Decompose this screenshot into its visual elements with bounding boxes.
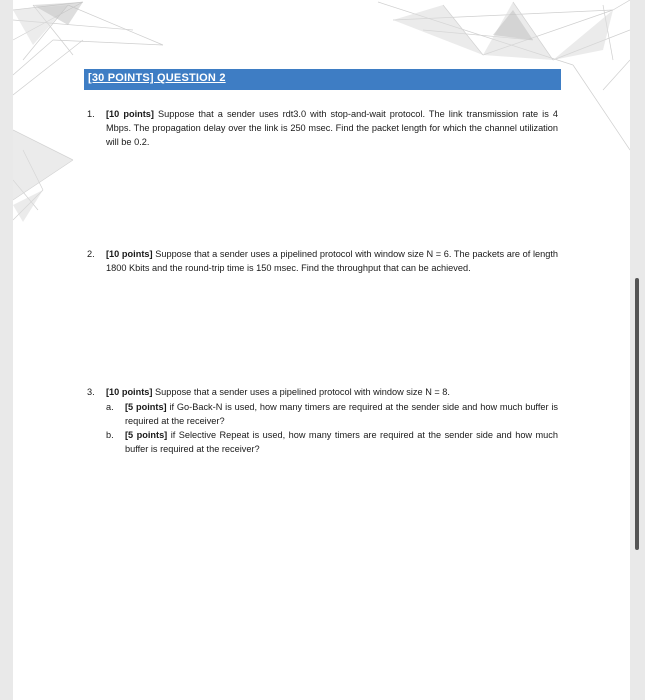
question-3-part-a bbox=[106, 400, 558, 430]
question-body bbox=[106, 247, 558, 275]
part-body bbox=[125, 428, 558, 456]
question-body bbox=[106, 107, 558, 149]
question-text: Suppose that a sender uses a pipelined protocol with window size N = 8. bbox=[155, 387, 450, 397]
question-number: 3. bbox=[87, 387, 95, 397]
question-points: [10 points] bbox=[106, 387, 153, 397]
vertical-scrollbar[interactable] bbox=[635, 278, 639, 550]
document-page bbox=[13, 0, 630, 700]
question-points: [10 points] bbox=[106, 109, 154, 119]
part-letter: b. bbox=[106, 430, 114, 440]
section-title: [30 POINTS] QUESTION 2 bbox=[88, 72, 226, 84]
question-text: Suppose that a sender uses a pipelined protocol with window size N = 6. The packets are of length 1800 Kbits and the round-trip time is 150 msec. Find the throughput that can be achieved. bbox=[106, 249, 558, 273]
question-1 bbox=[87, 107, 558, 151]
section-header-banner bbox=[84, 69, 561, 90]
part-body bbox=[125, 400, 558, 428]
question-number: 2. bbox=[87, 249, 95, 259]
question-2 bbox=[87, 247, 558, 291]
part-letter: a. bbox=[106, 402, 114, 412]
part-text: if Selective Repeat is used, how many timers are required at the sender side and how much buffer is required at the receiver? bbox=[125, 430, 558, 454]
question-text: Suppose that a sender uses rdt3.0 with stop-and-wait protocol. The link transmission rate is 4 Mbps. The propagation delay over the link is 250 msec. Find the packet length for which the channel utilization will be 0.2. bbox=[106, 109, 558, 147]
question-number: 1. bbox=[87, 109, 95, 119]
part-points: [5 points] bbox=[125, 430, 168, 440]
question-3-part-b bbox=[106, 428, 558, 458]
question-3 bbox=[87, 385, 558, 401]
question-points: [10 points] bbox=[106, 249, 153, 259]
part-points: [5 points] bbox=[125, 402, 167, 412]
question-body bbox=[106, 385, 558, 399]
decorative-polygon-background bbox=[13, 0, 630, 700]
part-text: if Go-Back-N is used, how many timers are required at the sender side and how much buffer is required at the receiver? bbox=[125, 402, 559, 426]
